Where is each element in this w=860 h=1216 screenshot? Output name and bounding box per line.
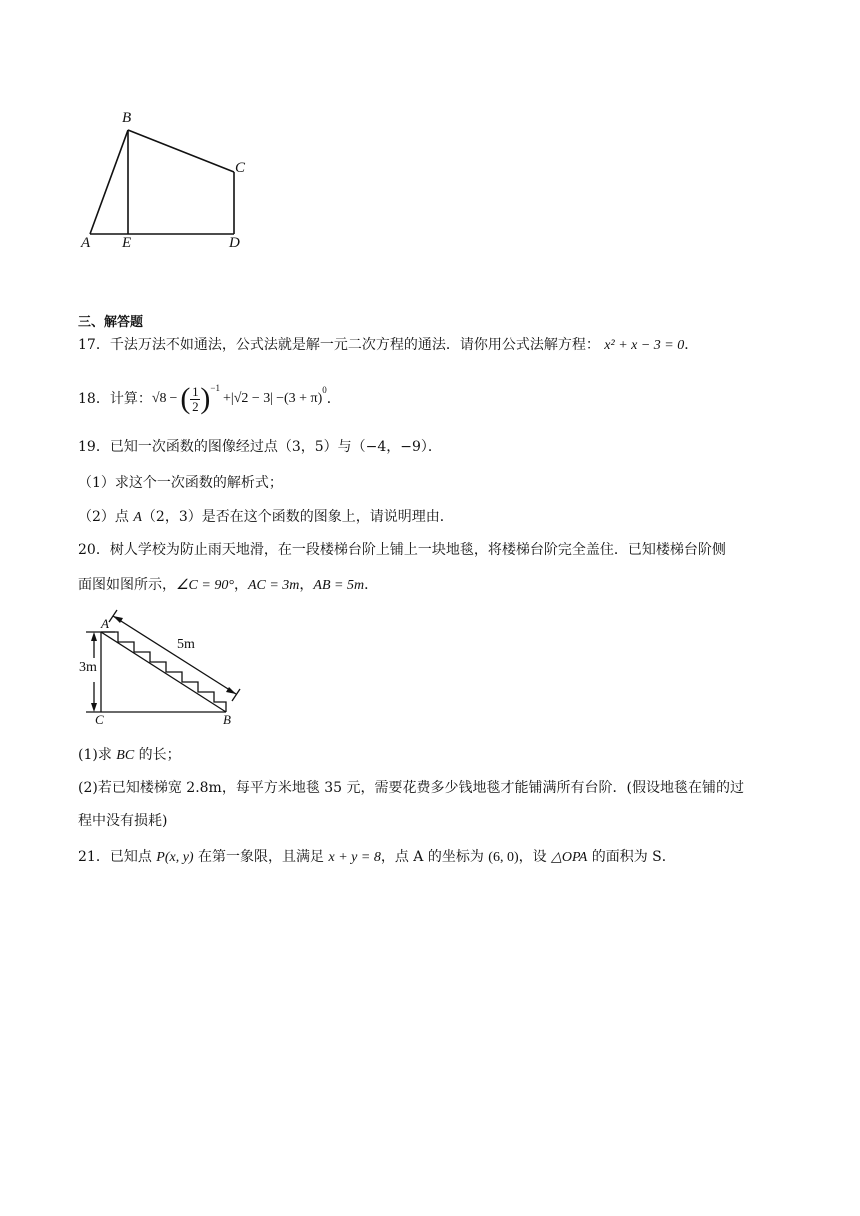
q17-text: 千法万法不如通法，公式法就是解一元二次方程的通法．请你用公式法解方程： [109, 337, 600, 353]
q19-sub1: （1）求这个一次函数的解析式； [78, 475, 283, 491]
q21-triangle: △OPA [551, 850, 588, 865]
q20-number: 20． [78, 542, 110, 558]
q21-number: 21． [78, 849, 110, 865]
stair-label-b: B [223, 712, 231, 727]
label-e: E [122, 235, 132, 251]
q20-sub2-line2: 程中没有损耗) [78, 813, 168, 829]
label-b: B [122, 110, 132, 126]
q20-sub1-a: (1)求 [78, 747, 117, 763]
q19-number: 19． [78, 439, 110, 455]
q19-sub2-b: （2，3）是否在这个函数的图象上，请说明理由． [141, 509, 454, 525]
q18-text: 计算： [109, 391, 152, 407]
label-c: C [235, 160, 246, 176]
q21-text-d: ，设 [518, 849, 552, 865]
q17-equation: x² + x − 3 = 0 [604, 338, 685, 353]
q18-exp-zero: 0 [322, 385, 327, 395]
q20-sep2: ， [299, 577, 314, 593]
q20-sub2-line1: (2)若已知楼梯宽 2.8m，每平方米地毯 35 元，需要花费多少钱地毯才能铺满所有台阶．(假设地毯在铺的过 [78, 780, 744, 796]
q20-sep1: ， [233, 577, 248, 593]
q18-frac-den: 2 [192, 398, 199, 414]
q21-text-b: 在第一象限，且满足 [193, 849, 329, 865]
q20-bc: BC [116, 748, 135, 763]
q20-sub1 [78, 745, 181, 766]
q18-sqrt8: √8 [151, 391, 167, 406]
q20-sub1-b: 的长； [134, 747, 181, 763]
q18-paren-term: −(3 + π) [276, 391, 323, 406]
q21-text-a: 已知点 [109, 849, 157, 865]
q21-coord: (6, 0) [488, 850, 519, 865]
stair-label-3m: 3m [79, 660, 97, 675]
stair-label-5m: 5m [177, 637, 195, 652]
q18-minus: − [169, 391, 178, 406]
q20-ab: AB = 5m [313, 578, 365, 593]
label-a: A [81, 235, 91, 251]
q19-point-a: A [133, 510, 142, 525]
q18-frac-num: 1 [192, 383, 199, 399]
q19-sub2-a: （2）点 [78, 509, 134, 525]
q18-left-paren: ( [180, 382, 191, 415]
q18-right-paren: ) [200, 382, 211, 415]
question-21 [78, 847, 676, 868]
q19-text: 已知一次函数的图像经过点（3，5）与（−4，−9）． [109, 439, 442, 455]
q21-text-e: 的面积为 S． [587, 849, 676, 865]
stair-label-c: C [95, 712, 104, 727]
q20-line2-text: 面图如图所示， [78, 577, 176, 593]
q21-point: P(x, y) [156, 850, 194, 865]
q20-ac: AC = 3m [247, 578, 300, 593]
q20-line1: 树人学校为防止雨天地滑，在一段楼梯台阶上铺上一块地毯，将楼梯台阶完全盖住．已知楼梯台阶侧 [109, 542, 726, 558]
stair-label-a: A [101, 616, 109, 631]
q18-exp-neg1: −1 [210, 383, 220, 393]
q18-number: 18． [78, 391, 110, 407]
q20-end: ． [364, 577, 379, 593]
q18-abs: +|√2 − 3| [223, 391, 274, 406]
label-d: D [229, 235, 240, 251]
section-heading: 三、解答题 [78, 315, 144, 330]
q18-end: ． [326, 391, 341, 407]
q17-end: ． [684, 337, 699, 353]
q21-cond: x + y = 8 [328, 850, 381, 865]
q17-number: 17． [78, 337, 110, 353]
q21-text-c: ，点 A 的坐标为 [380, 849, 489, 865]
q20-angle: ∠C = 90° [176, 578, 234, 593]
